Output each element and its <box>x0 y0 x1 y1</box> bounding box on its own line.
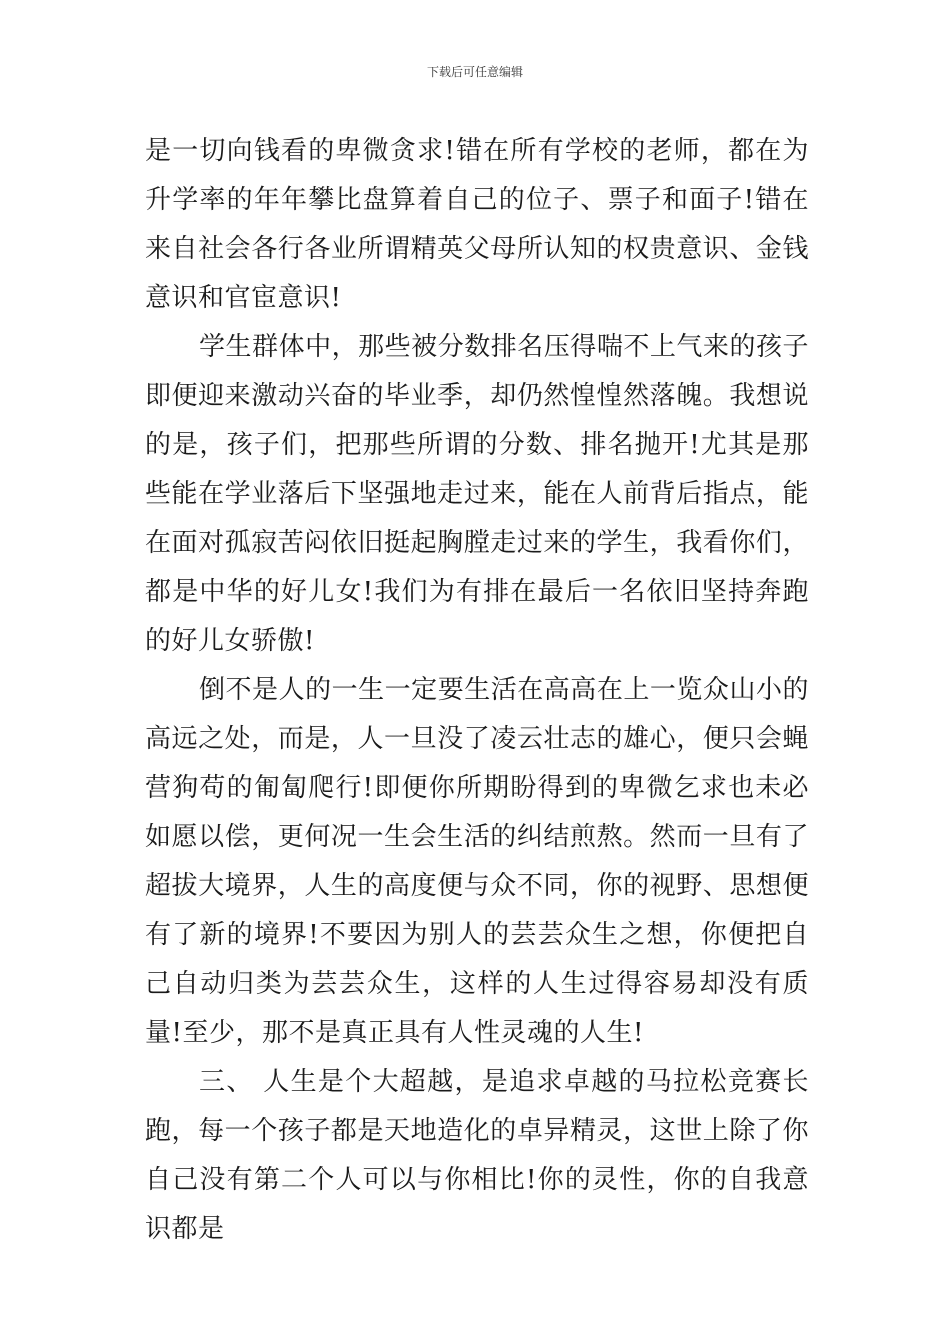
paragraph-2: 学生群体中，那些被分数排名压得喘不上气来的孩子即便迎来激动兴奋的毕业季，却仍然惶惶然落魄。我想说的是，孩子们，把那些所谓的分数、排名抛开!尤其是那些能在学业落后下坚强地走过来，能在人前背后指点，能在面对孤寂苦闷依旧挺起胸膛走过来的学生，我看你们，都是中华的好儿女!我们为有排在最后一名依旧坚持奔跑的好儿女骄傲! <box>145 332 809 656</box>
paragraph-1: 是一切向钱看的卑微贪求!错在所有学校的老师，都在为升学率的年年攀比盘算着自己的位子、票子和面子!错在来自社会各行各业所谓精英父母所认知的权贵意识、金钱意识和官宦意识! <box>145 136 809 313</box>
paragraph-4: 三、 人生是个大超越，是追求卓越的马拉松竞赛长跑，每一个孩子都是天地造化的卓异精灵，这世上除了你自己没有第二个人可以与你相比!你的灵性，你的自我意识都是 <box>145 1067 809 1244</box>
body-text <box>145 127 809 1254</box>
paragraph-3: 倒不是人的一生一定要生活在高高在上一览众山小的高远之处，而是，人一旦没了凌云壮志的雄心，便只会蝇营狗苟的匍匐爬行!即便你所期盼得到的卑微乞求也未必如愿以偿，更何况一生会生活的纠结煎熬。然而一旦有了超拔大境界，人生的高度便与众不同，你的视野、思想便有了新的境界!不要因为别人的芸芸众生之想，你便把自己自动归类为芸芸众生，这样的人生过得容易却没有质量!至少，那不是真正具有人性灵魂的人生! <box>145 675 809 1048</box>
page-header-note: 下载后可任意编辑 <box>426 65 523 79</box>
